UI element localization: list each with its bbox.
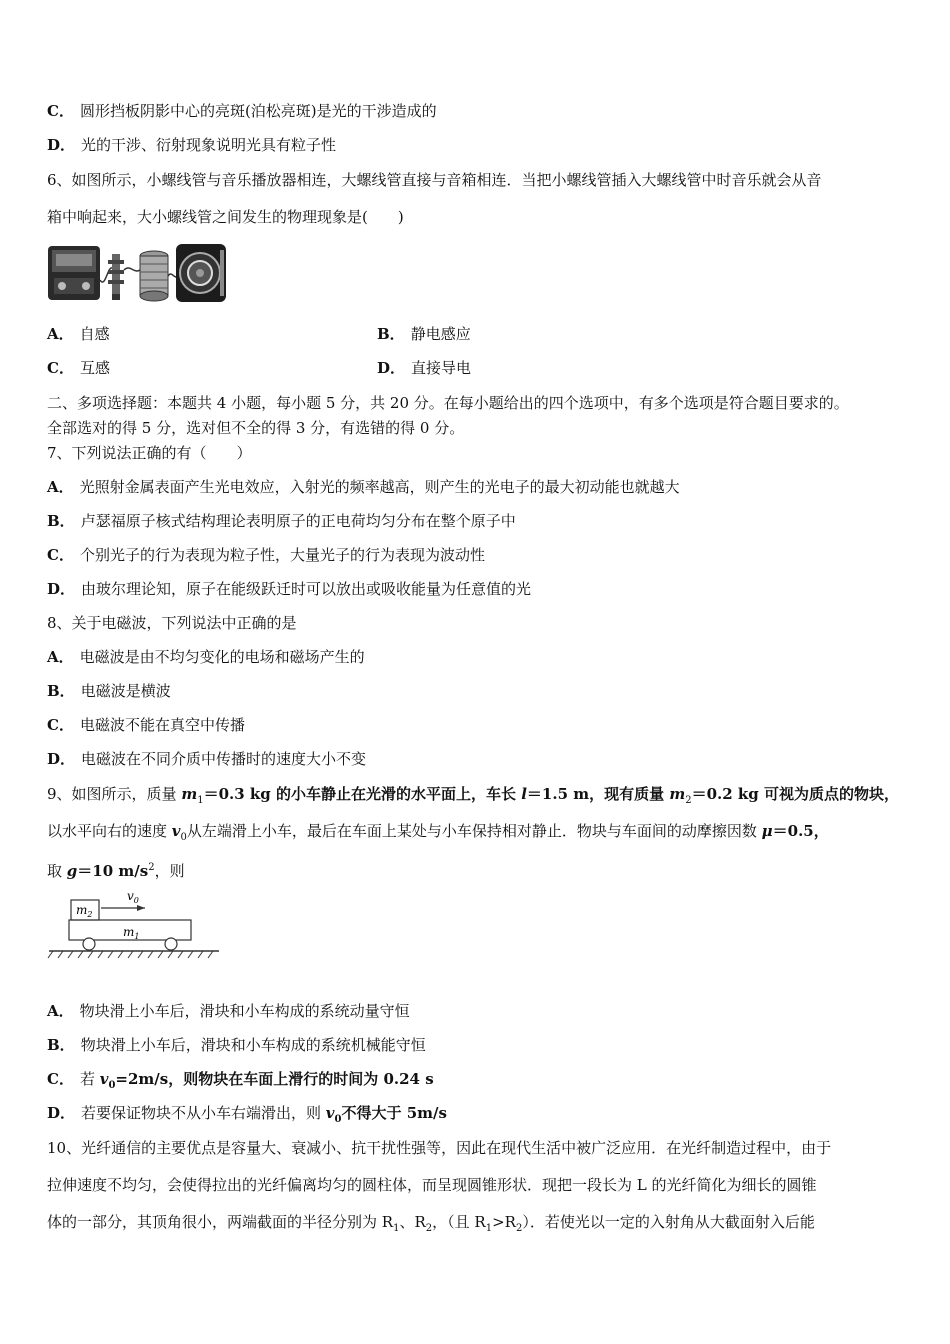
question-6-line-1: 6、如图所示，小螺线管与音乐播放器相连，大螺线管直接与音箱相连．当把小螺线管插入大螺线管中时音乐就会从音 — [47, 171, 822, 189]
velocity-label: $v_0$ — [127, 889, 139, 905]
question-9-line-3: 取 g＝10 $m/s^2$，则 — [47, 862, 185, 880]
small-solenoid-icon — [108, 254, 124, 300]
question-8: 8、关于电磁波，下列说法中正确的是 — [47, 614, 297, 632]
q8-option-d: D． 电磁波在不同介质中传播时的速度大小不变 — [47, 750, 367, 768]
option-d: D． 光的干涉、衍射现象说明光具有粒子性 — [47, 136, 337, 154]
q7-option-c: C． 个别光子的行为表现为粒子性，大量光子的行为表现为波动性 — [47, 546, 485, 564]
large-solenoid-icon — [140, 251, 168, 301]
q9-option-a: A． 物块滑上小车后，滑块和小车构成的系统动量守恒 — [47, 1002, 410, 1020]
section-2-heading-line-1: 二、多项选择题：本题共 4 小题，每小题 5 分，共 20 分。在每小题给出的四个选项中，有多个选项是符合题目要求的。 — [47, 394, 849, 412]
question-10-line-1: 10、光纤通信的主要优点是容量大、衰减小、抗干扰性强等，因此在现代生活中被广泛应用．在光纤制造过程中，由于 — [47, 1139, 832, 1157]
q8-option-b: B． 电磁波是横波 — [47, 682, 171, 700]
q9-option-d: D． 若要保证物块不从小车右端滑出，则 $v_0$不得大于 5m/s — [47, 1104, 447, 1125]
solenoid-figure — [46, 240, 228, 304]
music-player-icon — [48, 246, 100, 300]
q7-option-a: A． 光照射金属表面产生光电效应，入射光的频率越高，则产生的光电子的最大初动能也就越大 — [47, 478, 680, 496]
q7-option-d: D． 由玻尔理论知，原子在能级跃迁时可以放出或吸收能量为任意值的光 — [47, 580, 532, 598]
q8-option-a: A． 电磁波是由不均匀变化的电场和磁场产生的 — [47, 648, 365, 666]
q6-option-b: B． 静电感应 — [377, 325, 471, 343]
section-2-heading-line-2: 全部选对的得 5 分，选对但不全的得 3 分，有选错的得 0 分。 — [47, 419, 465, 437]
q7-option-b: B． 卢瑟福原子核式结构理论表明原子的正电荷均匀分布在整个原子中 — [47, 512, 516, 530]
ground-hatching — [48, 951, 213, 958]
cart-wheel-right — [165, 938, 177, 950]
question-10-line-2: 拉伸速度不均匀，会使得拉出的光纤偏离均匀的圆柱体，而呈现圆锥形状．现把一段长为 L 的光纤简化为细长的圆锥 — [47, 1176, 817, 1194]
block-m2-label: $m_2$ — [76, 903, 93, 919]
q8-option-c: C． 电磁波不能在真空中传播 — [47, 716, 245, 734]
cart-m1-label: $m_1$ — [123, 925, 140, 941]
cart-wheel-left — [83, 938, 95, 950]
question-9-line-2: 以水平向右的速度 $v_0$从左端滑上小车，最后在车面上某处与小车保持相对静止．物块与车面间的动摩擦因数 μ＝0.5， — [47, 822, 829, 843]
question-9-line-1: 9、如图所示，质量 $m_1=0.3$ kg 的小车静止在光滑的水平面上，车长 l＝1.5 m，现有质量 $m_2=0.2$ kg 可视为质点的物块， — [47, 785, 900, 806]
q6-option-d: D． 直接导电 — [377, 359, 472, 377]
question-10-line-3: 体的一部分，其顶角很小，两端截面的半径分别为 $R_1$、$R_2$，（且 $R_1>R_2$）．若使光以一定的入射角从大截面射入后能 — [47, 1213, 815, 1234]
option-c: C． 圆形挡板阴影中心的亮斑(泊松亮斑)是光的干涉造成的 — [47, 102, 437, 120]
q6-option-a: A． 自感 — [47, 325, 110, 343]
q9-option-c: C． 若 $v_0=2m/s$，则物块在车面上滑行的时间为 0.24 s — [47, 1070, 434, 1091]
q6-option-c: C． 互感 — [47, 359, 110, 377]
q9-option-b: B． 物块滑上小车后，滑块和小车构成的系统机械能守恒 — [47, 1036, 426, 1054]
question-7: 7、下列说法正确的有（ ） — [47, 444, 252, 462]
cart-block-figure — [47, 886, 222, 964]
question-6-line-2: 箱中响起来，大小螺线管之间发生的物理现象是( ) — [47, 208, 404, 226]
speaker-icon — [176, 244, 226, 302]
